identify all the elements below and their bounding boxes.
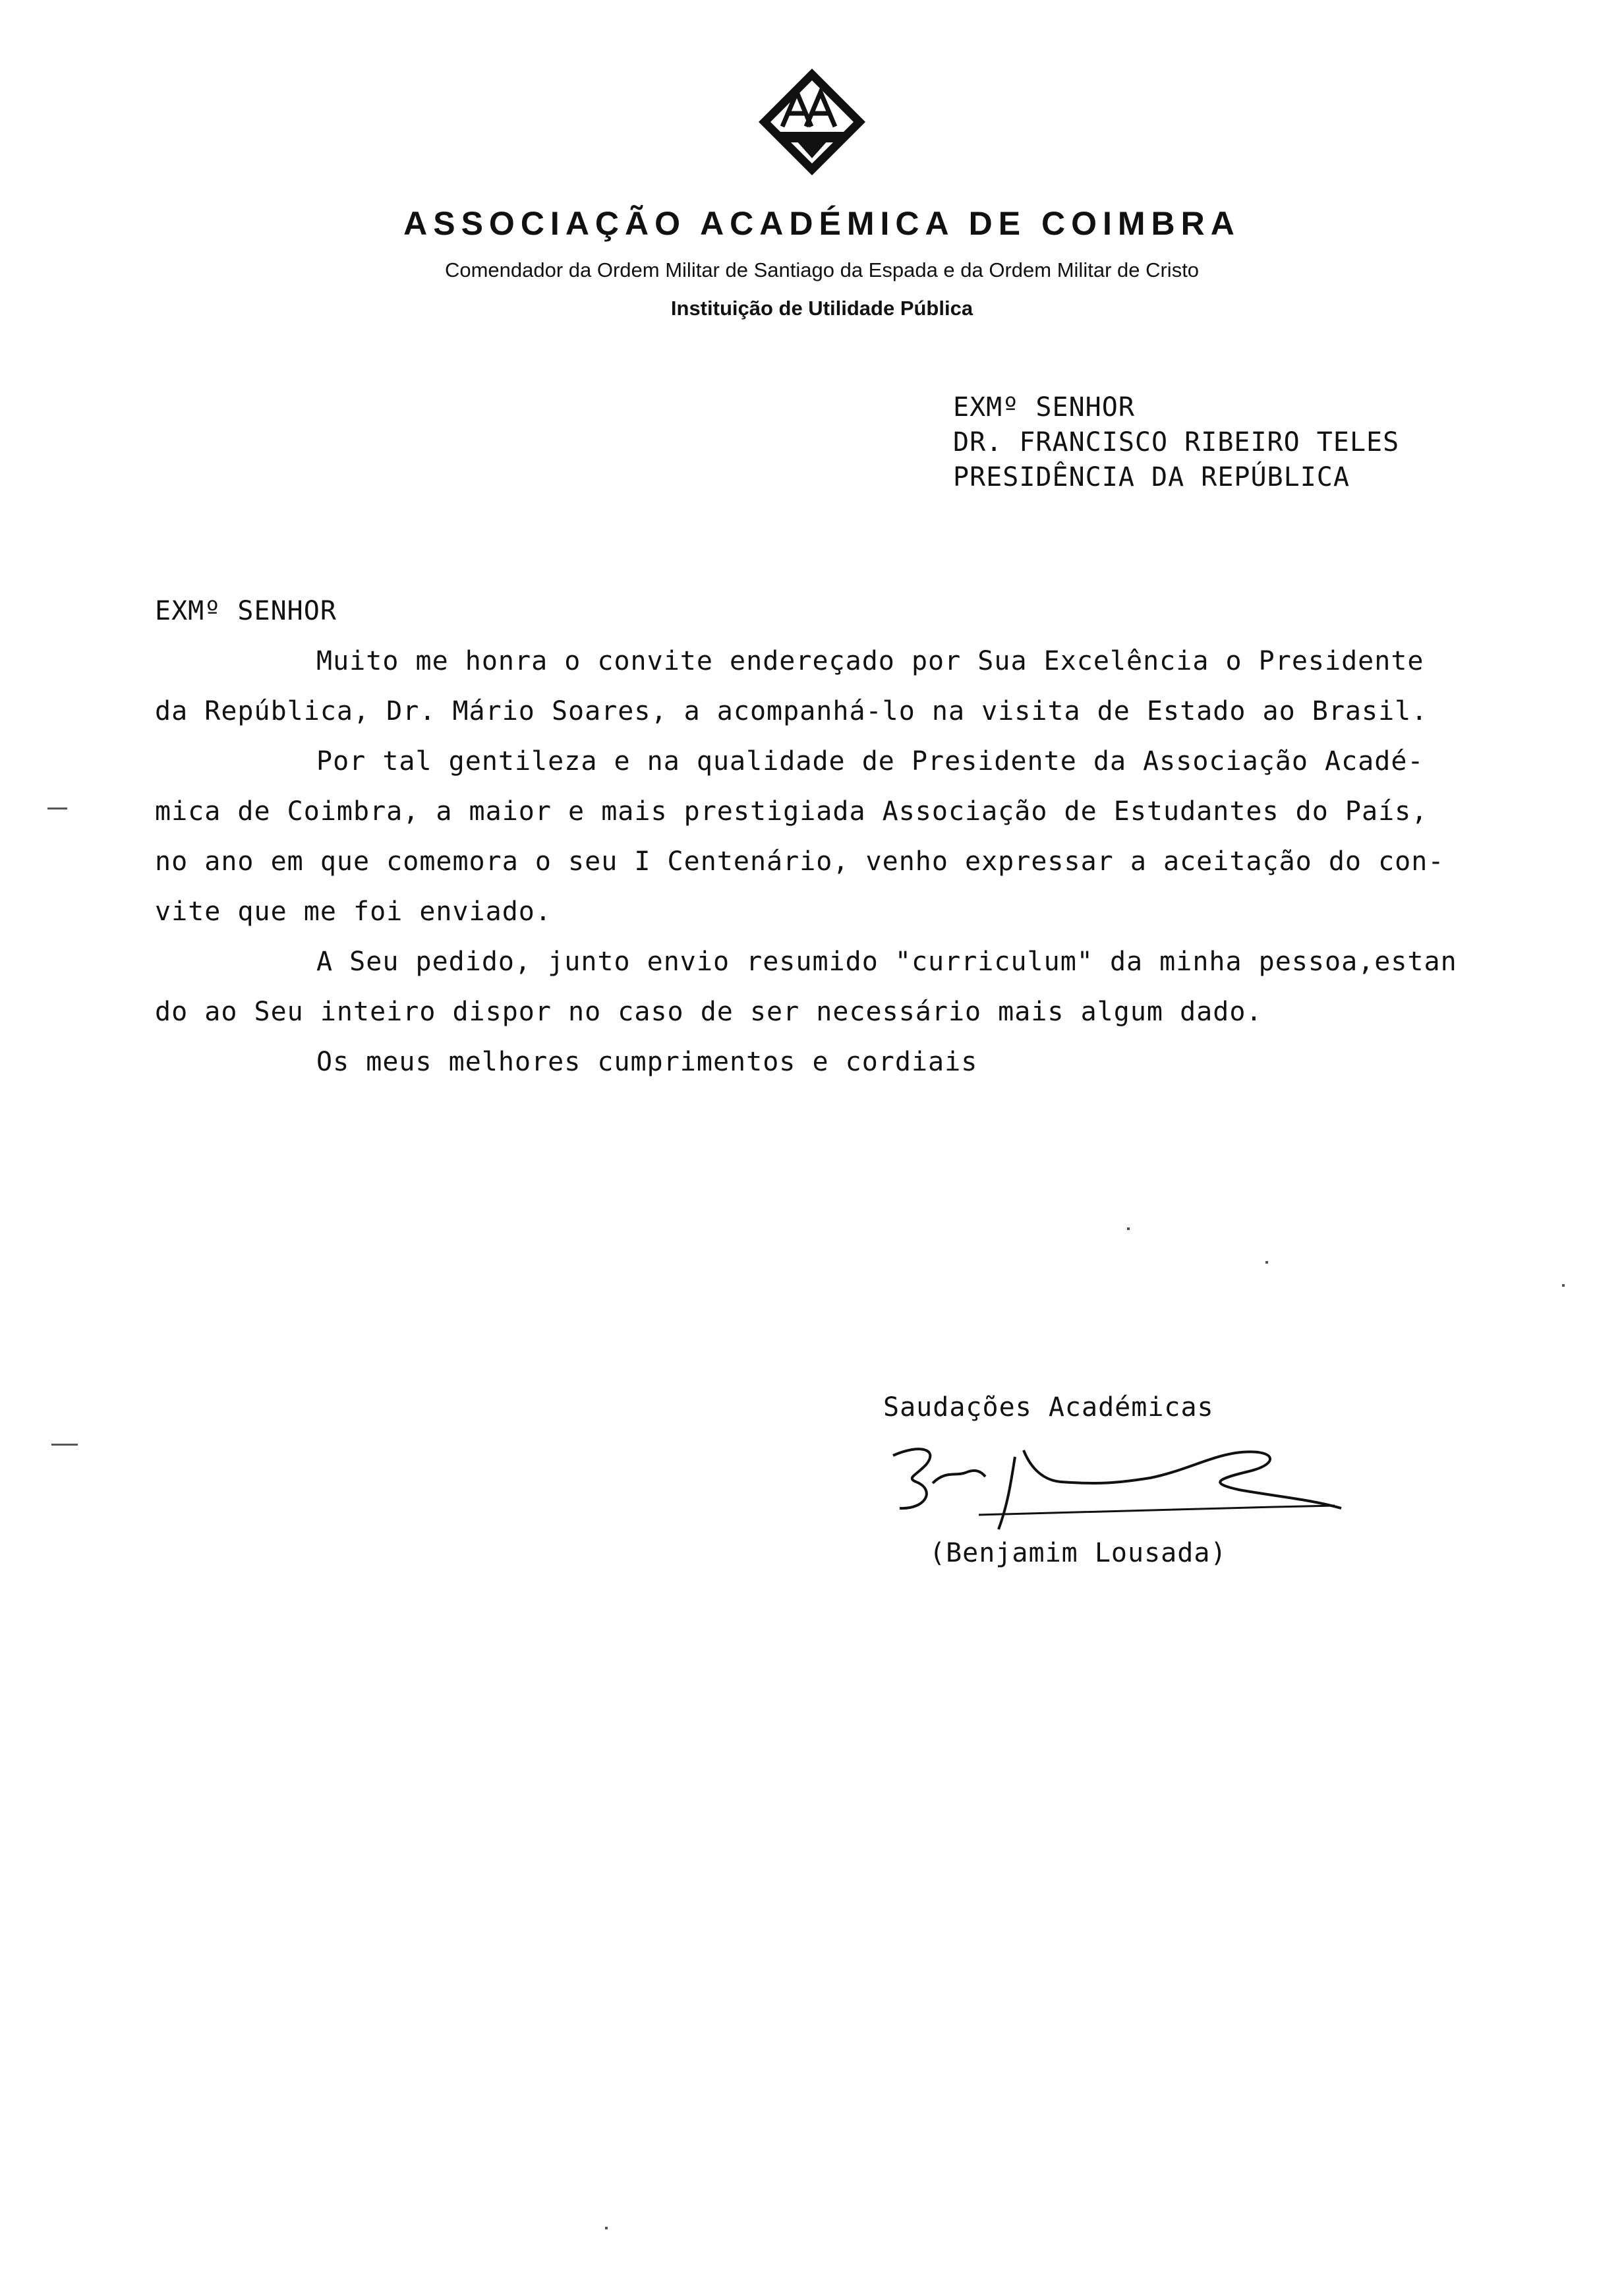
margin-mark (51, 1444, 78, 1446)
speck (605, 2227, 608, 2229)
addressee-line: DR. FRANCISCO RIBEIRO TELES (953, 427, 1400, 457)
addressee-line: EXMº SENHOR (953, 392, 1135, 423)
association-logo (756, 66, 868, 178)
body-line: Por tal gentileza e na qualidade de Presidente da Associação Acadé- (316, 746, 1424, 777)
salutation: EXMº SENHOR (155, 596, 337, 626)
organization-name: ASSOCIAÇÃO ACADÉMICA DE COIMBRA (403, 205, 1240, 242)
body-line: vite que me foi enviado. (155, 897, 552, 927)
addressee-block (953, 390, 1399, 495)
margin-mark (47, 808, 67, 809)
body-line: no ano em que comemora o seu I Centenário, venho expressar a aceitação do con- (155, 846, 1445, 877)
organization-subtitle: Comendador da Ordem Militar de Santiago da Espada e da Ordem Militar de Cristo (444, 258, 1200, 281)
body-line: Muito me honra o convite endereçado por Sua Excelência o Presidente (316, 646, 1424, 676)
body-line: A Seu pedido, junto envio resumido "curriculum" da minha pessoa,estan (316, 947, 1457, 977)
speck (1127, 1227, 1130, 1230)
body-line: mica de Coimbra, a maior e mais prestigiada Associação de Estudantes do País, (155, 796, 1428, 827)
body-line: Os meus melhores cumprimentos e cordiais (316, 1047, 978, 1077)
speck (1562, 1284, 1565, 1287)
body-line: do ao Seu inteiro dispor no caso de ser necessário mais algum dado. (155, 997, 1263, 1027)
closing-phrase: Saudações Académicas (883, 1392, 1214, 1423)
signer-name: (Benjamim Lousada) (929, 1538, 1227, 1568)
organization-status: Instituição de Utilidade Pública (670, 297, 973, 320)
addressee-line: PRESIDÊNCIA DA REPÚBLICA (953, 462, 1350, 492)
body-line: da República, Dr. Mário Soares, a acompanhá-lo na visita de Estado ao Brasil. (155, 696, 1428, 726)
handwritten-signature (880, 1430, 1354, 1543)
speck (1265, 1261, 1268, 1264)
